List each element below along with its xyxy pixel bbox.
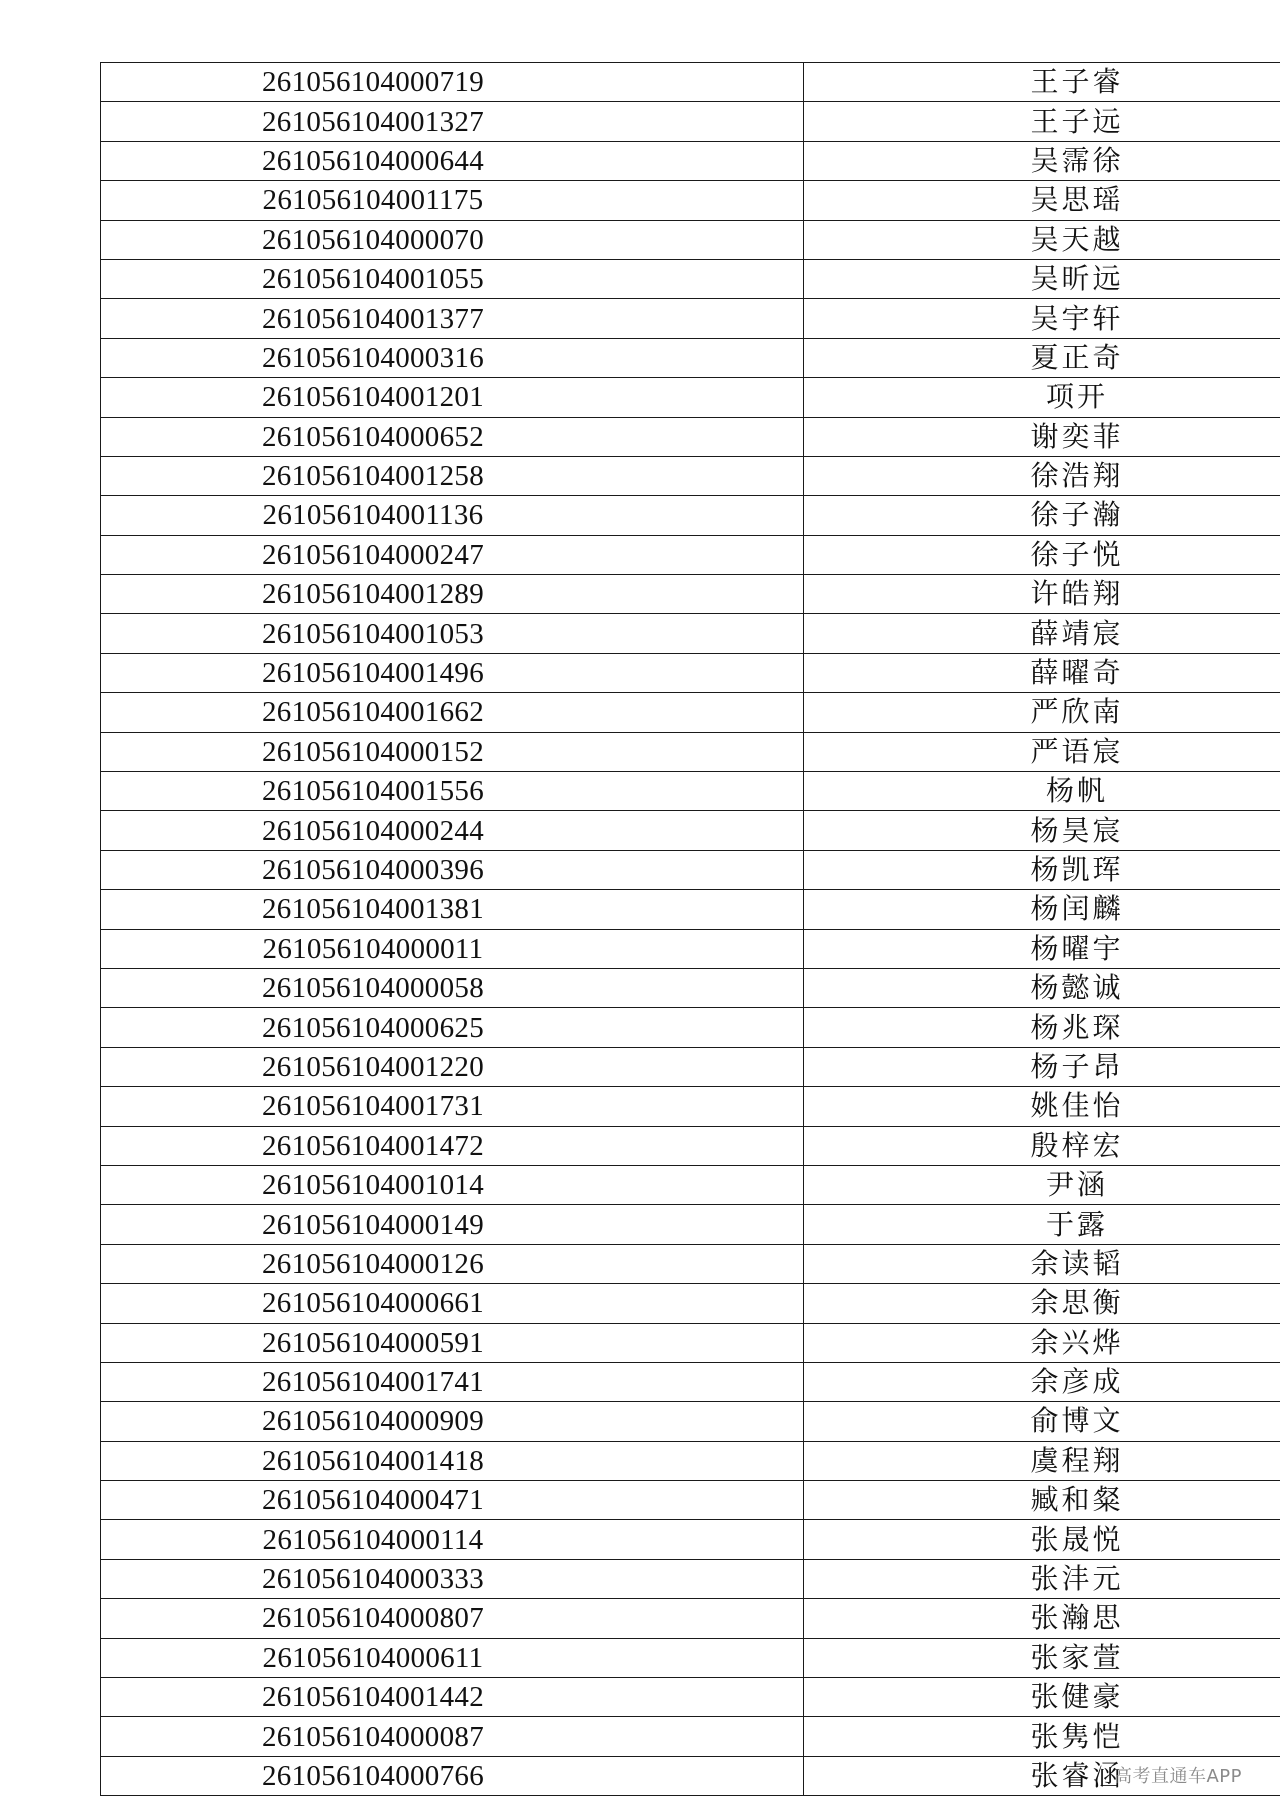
exam-id-cell: 261056104000591 — [101, 1323, 804, 1362]
student-name-cell: 许皓翔 — [804, 575, 1280, 614]
student-name-cell: 徐子瀚 — [804, 496, 1280, 535]
student-name-cell: 夏正奇 — [804, 338, 1280, 377]
student-name-cell: 张家萱 — [804, 1638, 1280, 1677]
table-row — [101, 1756, 1280, 1795]
student-name-cell: 张睿涵 — [804, 1756, 1280, 1795]
exam-id-cell: 261056104000087 — [101, 1717, 804, 1756]
roster-table — [100, 62, 1280, 1796]
table-row — [101, 1402, 1280, 1441]
student-name-cell: 严欣南 — [804, 693, 1280, 732]
exam-id-cell: 261056104000471 — [101, 1481, 804, 1520]
student-name-cell: 杨兆琛 — [804, 1008, 1280, 1047]
table-row — [101, 417, 1280, 456]
student-name-cell: 杨凯珲 — [804, 850, 1280, 889]
student-name-cell: 王子远 — [804, 102, 1280, 141]
exam-id-cell: 261056104000644 — [101, 141, 804, 180]
roster-body — [101, 63, 1280, 1796]
table-row — [101, 1165, 1280, 1204]
exam-id-cell: 261056104000333 — [101, 1559, 804, 1598]
exam-id-cell: 261056104001014 — [101, 1165, 804, 1204]
table-row — [101, 535, 1280, 574]
exam-id-cell: 261056104001496 — [101, 653, 804, 692]
exam-id-cell: 261056104001055 — [101, 259, 804, 298]
student-name-cell: 徐浩翔 — [804, 456, 1280, 495]
exam-id-cell: 261056104001731 — [101, 1087, 804, 1126]
student-name-cell: 张瀚思 — [804, 1599, 1280, 1638]
exam-id-cell: 261056104001289 — [101, 575, 804, 614]
exam-id-cell: 261056104000661 — [101, 1284, 804, 1323]
exam-id-cell: 261056104000652 — [101, 417, 804, 456]
exam-id-cell: 261056104001418 — [101, 1441, 804, 1480]
table-row — [101, 1520, 1280, 1559]
exam-id-cell: 261056104000149 — [101, 1205, 804, 1244]
student-name-cell: 臧和粲 — [804, 1481, 1280, 1520]
exam-id-cell: 261056104000719 — [101, 63, 804, 102]
exam-id-cell: 261056104001662 — [101, 693, 804, 732]
exam-id-cell: 261056104000807 — [101, 1599, 804, 1638]
exam-id-cell: 261056104001220 — [101, 1047, 804, 1086]
exam-id-cell: 261056104000152 — [101, 732, 804, 771]
student-name-cell: 杨帆 — [804, 772, 1280, 811]
table-row — [101, 614, 1280, 653]
table-row — [101, 732, 1280, 771]
student-name-cell: 余彦成 — [804, 1362, 1280, 1401]
student-name-cell: 张沣元 — [804, 1559, 1280, 1598]
table-row — [101, 1717, 1280, 1756]
exam-id-cell: 261056104001442 — [101, 1678, 804, 1717]
table-row — [101, 456, 1280, 495]
table-row — [101, 1284, 1280, 1323]
student-name-cell: 杨闰麟 — [804, 890, 1280, 929]
student-name-cell: 俞博文 — [804, 1402, 1280, 1441]
student-name-cell: 余读韬 — [804, 1244, 1280, 1283]
table-row — [101, 338, 1280, 377]
table-row — [101, 1638, 1280, 1677]
student-name-cell: 项开 — [804, 378, 1280, 417]
student-name-cell: 严语宸 — [804, 732, 1280, 771]
table-row — [101, 811, 1280, 850]
exam-id-cell: 261056104001258 — [101, 456, 804, 495]
exam-id-cell: 261056104000396 — [101, 850, 804, 889]
exam-id-cell: 261056104000126 — [101, 1244, 804, 1283]
student-name-cell: 杨子昂 — [804, 1047, 1280, 1086]
table-row — [101, 1481, 1280, 1520]
student-name-cell: 杨懿诚 — [804, 968, 1280, 1007]
exam-id-cell: 261056104000316 — [101, 338, 804, 377]
exam-id-cell: 261056104000625 — [101, 1008, 804, 1047]
exam-id-cell: 261056104001327 — [101, 102, 804, 141]
exam-id-cell: 261056104000114 — [101, 1520, 804, 1559]
exam-id-cell: 261056104001377 — [101, 299, 804, 338]
table-row — [101, 1087, 1280, 1126]
student-name-cell: 张健豪 — [804, 1678, 1280, 1717]
table-row — [101, 968, 1280, 1007]
exam-id-cell: 261056104000909 — [101, 1402, 804, 1441]
student-name-cell: 吴昕远 — [804, 259, 1280, 298]
student-name-cell: 杨昊宸 — [804, 811, 1280, 850]
exam-id-cell: 261056104001741 — [101, 1362, 804, 1401]
watermark-text: 高考直通车APP — [1113, 1766, 1242, 1787]
table-row — [101, 1559, 1280, 1598]
exam-id-cell: 261056104001472 — [101, 1126, 804, 1165]
exam-id-cell: 261056104001381 — [101, 890, 804, 929]
student-name-cell: 殷梓宏 — [804, 1126, 1280, 1165]
table-row — [101, 653, 1280, 692]
student-name-cell: 谢奕菲 — [804, 417, 1280, 456]
table-row — [101, 102, 1280, 141]
student-name-cell: 张晟悦 — [804, 1520, 1280, 1559]
student-name-cell: 杨曜宇 — [804, 929, 1280, 968]
table-row — [101, 1599, 1280, 1638]
exam-id-cell: 261056104000247 — [101, 535, 804, 574]
student-name-cell: 吴天越 — [804, 220, 1280, 259]
table-row — [101, 890, 1280, 929]
table-row — [101, 1126, 1280, 1165]
student-name-cell: 薛靖宸 — [804, 614, 1280, 653]
student-name-cell: 余兴烨 — [804, 1323, 1280, 1362]
exam-id-cell: 261056104000244 — [101, 811, 804, 850]
table-row — [101, 575, 1280, 614]
student-name-cell: 薛曜奇 — [804, 653, 1280, 692]
exam-id-cell: 261056104000611 — [101, 1638, 804, 1677]
table-row — [101, 1323, 1280, 1362]
table-row — [101, 378, 1280, 417]
student-name-cell: 吴思瑶 — [804, 181, 1280, 220]
table-row — [101, 772, 1280, 811]
student-name-cell: 虞程翔 — [804, 1441, 1280, 1480]
table-row — [101, 1047, 1280, 1086]
table-row — [101, 63, 1280, 102]
table-row — [101, 1678, 1280, 1717]
table-row — [101, 1244, 1280, 1283]
student-name-cell: 尹涵 — [804, 1165, 1280, 1204]
exam-id-cell: 261056104000070 — [101, 220, 804, 259]
table-row — [101, 1362, 1280, 1401]
exam-id-cell: 261056104000058 — [101, 968, 804, 1007]
table-row — [101, 850, 1280, 889]
table-row — [101, 1441, 1280, 1480]
student-name-cell: 吴霈徐 — [804, 141, 1280, 180]
table-row — [101, 220, 1280, 259]
table-row — [101, 259, 1280, 298]
table-row — [101, 1008, 1280, 1047]
student-name-cell: 余思衡 — [804, 1284, 1280, 1323]
student-name-cell: 王子睿 — [804, 63, 1280, 102]
table-row — [101, 496, 1280, 535]
exam-id-cell: 261056104000766 — [101, 1756, 804, 1795]
table-row — [101, 929, 1280, 968]
exam-id-cell: 261056104001053 — [101, 614, 804, 653]
exam-id-cell: 261056104001556 — [101, 772, 804, 811]
exam-id-cell: 261056104001175 — [101, 181, 804, 220]
student-name-cell: 于露 — [804, 1205, 1280, 1244]
table-row — [101, 299, 1280, 338]
student-name-cell: 张隽恺 — [804, 1717, 1280, 1756]
exam-id-cell: 261056104001201 — [101, 378, 804, 417]
table-row — [101, 141, 1280, 180]
table-row — [101, 693, 1280, 732]
exam-id-cell: 261056104001136 — [101, 496, 804, 535]
exam-id-cell: 261056104000011 — [101, 929, 804, 968]
student-name-cell: 徐子悦 — [804, 535, 1280, 574]
student-name-cell: 吴宇轩 — [804, 299, 1280, 338]
student-name-cell: 姚佳怡 — [804, 1087, 1280, 1126]
table-row — [101, 1205, 1280, 1244]
table-row — [101, 181, 1280, 220]
